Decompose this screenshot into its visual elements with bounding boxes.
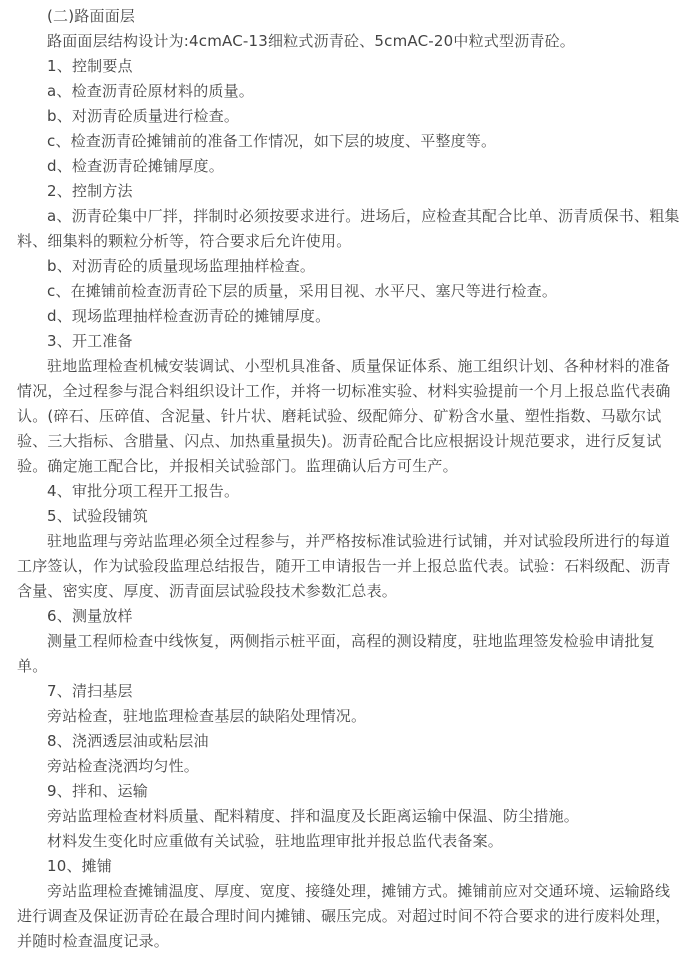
subsection-heading: 1、控制要点 [47,57,133,75]
subsection-heading: 8、浇洒透层油或粘层油 [47,732,209,750]
subsection-heading: 7、清扫基层 [47,682,133,700]
list-item: c、在摊铺前检查沥青砼下层的质量，采用目视、水平尺、塞尺等进行检查。 [47,282,558,300]
list-item: b、对沥青砼质量进行检查。 [47,107,240,125]
paragraph: 测量工程师检查中线恢复，两侧指示桩平面，高程的测设精度，驻地监理签发检验申请批复单。 [17,632,656,675]
subsection-heading: 2、控制方法 [47,182,133,200]
list-item: d、现场监理抽样检查沥青砼的摊铺厚度。 [47,307,331,325]
list-item: a、检查沥青砼原材料的质量。 [47,82,254,100]
paragraph: 旁站监理检查材料质量、配料精度、拌和温度及长距离运输中保温、防尘措施。 [47,807,580,825]
list-item: a、沥青砼集中厂拌，拌制时必须按要求进行。进场后，应检查其配合比单、沥青质保书、粗集料、细集料的颗粒分析等，符合要求后允许使用。 [17,207,680,250]
section-heading: (二)路面面层 [47,7,136,25]
list-item: d、检查沥青砼摊铺厚度。 [47,157,224,175]
subsection-heading: 9、拌和、运输 [47,782,148,800]
list-item: c、检查沥青砼摊铺前的准备工作情况，如下层的坡度、平整度等。 [47,132,497,150]
subsection-heading: 4、审批分项工程开工报告。 [47,482,240,500]
paragraph: 驻地监理检查机械安装调试、小型机具准备、质量保证体系、施工组织计划、各种材料的准备情况，全过程参与混合料组织设计工作，并将一切标准实验、材料实验提前一个月上报总监代表确认。(碎石、压碎值、含泥量、针片状、磨耗试验、级配筛分、矿粉含水量、塑性指数、马歇尔试验、三大指标、含腊量、闪点、加热重量损失)。沥青砼配合比应根据设计规范要求，进行反复试验。确定施工配合比，并报相关试验部门。监理确认后方可生产。 [17,357,671,475]
subsection-heading: 10、摊铺 [47,857,113,875]
subsection-heading: 3、开工准备 [47,332,133,350]
paragraph: 旁站检查浇洒均匀性。 [47,757,200,775]
subsection-heading: 5、试验段铺筑 [47,507,148,525]
paragraph: 路面面层结构设计为:4cmAC-13细粒式沥青砼、5cmAC-20中粒式型沥青砼。 [47,32,576,50]
paragraph: 材料发生变化时应重做有关试验，驻地监理审批并报总监代表备案。 [47,832,504,850]
subsection-heading: 6、测量放样 [47,607,133,625]
paragraph: 旁站检查，驻地监理检查基层的缺陷处理情况。 [47,707,367,725]
paragraph: 旁站监理检查摊铺温度、厚度、宽度、接缝处理，摊铺方式。摊铺前应对交通环境、运输路线进行调查及保证沥青砼在最合理时间内摊铺、碾压完成。对超过时间不符合要求的进行废料处理，并随时检查温度记录。 [17,882,671,950]
list-item: b、对沥青砼的质量现场监理抽样检查。 [47,257,316,275]
paragraph: 驻地监理与旁站监理必须全过程参与，并严格按标准试验进行试铺，并对试验段所进行的每道工序签认，作为试验段监理总结报告，随开工申请报告一并上报总监代表。试验：石料级配、沥青含量、密实度、厚度、沥青面层试验段技术参数汇总表。 [17,532,671,600]
